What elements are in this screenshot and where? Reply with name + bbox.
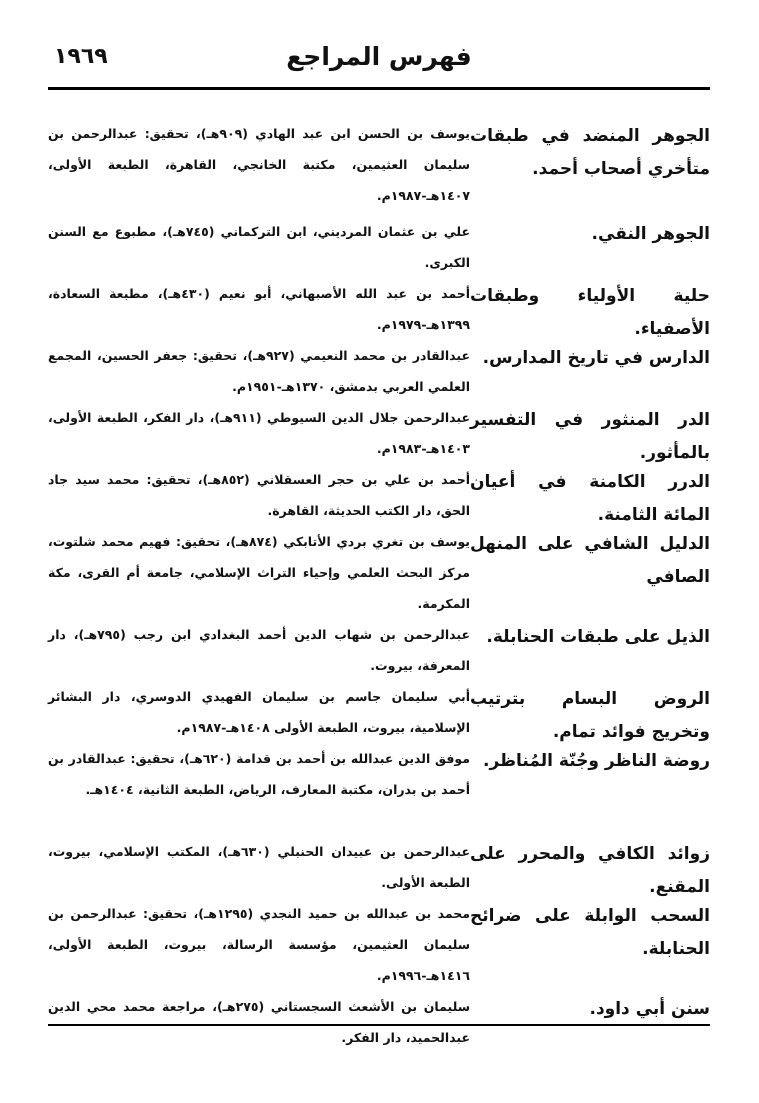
reference-details: عبدالرحمن بن شهاب الدين أحمد البغدادي ابن رجب (٧٩٥هـ)، دار المعرفة، بيروت.: [48, 627, 470, 673]
reference-details: عبدالقادر بن محمد النعيمي (٩٢٧هـ)، تحقيق: جعفر الحسين، المجمع العلمي العربي بدمشق، ١٣٧٠هـ-١٩٥١م.: [48, 348, 470, 394]
reference-title: حلية الأولياء وطبقات الأصفياء.: [470, 286, 710, 339]
reference-entry: [48, 681, 710, 743]
reference-entry: [48, 991, 710, 1053]
reference-title: الذيل على طبقات الحنابلة.: [486, 627, 710, 647]
page-header: [48, 42, 710, 82]
reference-entry: [48, 118, 710, 216]
footer-rule: [48, 1024, 710, 1026]
reference-title: الدليل الشافي على المنهل الصافي: [470, 534, 710, 587]
reference-details: يوسف بن تغري بردي الأتابكي (٨٧٤هـ)، تحقيق: فهيم محمد شلتوت، مركز البحث العلمي وإحياء التراث الإسلامي، جامعة أم القرى، مكة المكرمة.: [48, 534, 470, 611]
reference-title: الروض البسام بترتيب وتخريج فوائد تمام.: [470, 689, 710, 742]
reference-title: الدارس في تاريخ المدارس.: [482, 348, 710, 368]
reference-title: سنن أبي داود.: [589, 999, 710, 1019]
reference-details: يوسف بن الحسن ابن عبد الهادي (٩٠٩هـ)، تحقيق: عبدالرحمن بن سليمان العثيمين، مكتبة الخانجي، القاهرة، الطبعة الأولى، ١٤٠٧هـ-١٩٨٧م.: [48, 126, 470, 203]
references-list: [48, 118, 710, 1053]
page-number: ١٩٦٩: [54, 44, 108, 69]
reference-entry: [48, 619, 710, 681]
reference-details: محمد بن عبدالله بن حميد النجدي (١٢٩٥هـ)، تحقيق: عبدالرحمن بن سليمان العثيمين، مؤسسة الرسالة، بيروت، الطبعة الأولى، ١٤١٦هـ-١٩٩٦م.: [48, 906, 470, 983]
reference-details: علي بن عثمان المرديني، ابن التركماني (٧٤٥هـ)، مطبوع مع السنن الكبرى.: [48, 224, 470, 270]
reference-entry: [48, 216, 710, 278]
reference-entry: [48, 526, 710, 619]
reference-entry: [48, 278, 710, 340]
reference-title: زوائد الكافي والمحرر على المقنع.: [470, 844, 710, 897]
reference-details: أحمد بن علي بن حجر العسقلاني (٨٥٢هـ)، تحقيق: محمد سيد جاد الحق، دار الكتب الحديثة، القاهرة.: [48, 472, 470, 518]
reference-entry: [48, 340, 710, 402]
reference-details: سليمان بن الأشعث السجستاني (٢٧٥هـ)، مراجعة محمد محي الدين عبدالحميد، دار الفكر.: [48, 999, 470, 1045]
reference-title: الجوهر المنضد في طبقات متأخري أصحاب أحمد.: [470, 126, 710, 179]
reference-title: الدر المنثور في التفسير بالمأثور.: [470, 410, 710, 463]
page-title: فهرس المراجع: [286, 42, 472, 71]
reference-entry: [48, 743, 710, 836]
reference-title: السحب الوابلة على ضرائح الحنابلة.: [470, 906, 710, 959]
reference-title: الدرر الكامنة في أعيان المائة الثامنة.: [470, 472, 710, 525]
reference-details: عبدالرحمن بن عبيدان الحنبلي (٦٣٠هـ)، المكتب الإسلامي، بيروت، الطبعة الأولى.: [48, 844, 470, 890]
reference-title: الجوهر النقي.: [591, 224, 710, 244]
reference-entry: [48, 898, 710, 991]
reference-title: روضة الناظر وجُنّة المُناظر.: [482, 751, 710, 771]
reference-details: أحمد بن عبد الله الأصبهاني، أبو نعيم (٤٣٠هـ)، مطبعة السعادة، ١٣٩٩هـ-١٩٧٩م.: [48, 286, 471, 332]
reference-entry: [48, 402, 710, 464]
reference-details: موفق الدين عبدالله بن أحمد بن قدامة (٦٢٠هـ)، تحقيق: عبدالقادر بن أحمد بن بدران، مكتبة المعارف، الرياض، الطبعة الثانية، ١٤٠٤هـ.: [48, 751, 470, 797]
reference-entry: [48, 836, 710, 898]
reference-entry: [48, 464, 710, 526]
reference-details: أبي سليمان جاسم بن سليمان الفهيدي الدوسري، دار البشائر الإسلامية، بيروت، الطبعة الأولى ١٤٠٨هـ-١٩٨٧م.: [48, 689, 470, 735]
header-rule: [48, 87, 710, 90]
reference-details: عبدالرحمن جلال الدين السيوطي (٩١١هـ)، دار الفكر، الطبعة الأولى، ١٤٠٣هـ-١٩٨٣م.: [48, 410, 470, 456]
